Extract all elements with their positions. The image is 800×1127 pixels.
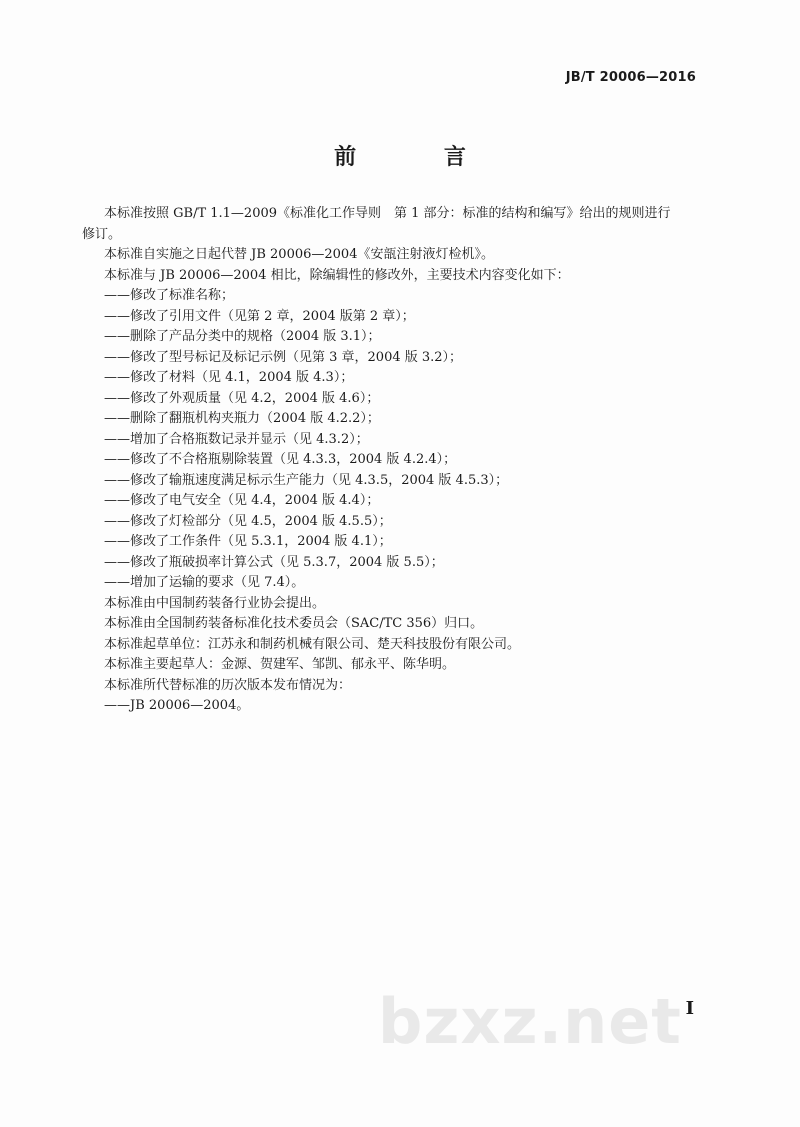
list-item: ——删除了翻瓶机构夹瓶力（2004 版 4.2.2）； (104, 411, 380, 426)
page-number: I (685, 998, 694, 1019)
list-item: ——修改了瓶破损率计算公式（见 5.3.7，2004 版 5.5）； (104, 554, 444, 570)
list-item: ——修改了引用文件（见第 2 章，2004 版第 2 章）； (104, 308, 415, 324)
list-item: ——修改了不合格瓶剔除装置（见 4.3.3，2004 版 4.2.4）； (104, 452, 457, 467)
list-item: ——修改了工作条件（见 5.3.1，2004 版 4.1）； (104, 534, 392, 549)
list-item: ——修改了输瓶速度满足标示生产能力（见 4.3.5，2004 版 4.5.3）； (104, 472, 509, 488)
list-item: ——修改了标准名称； (104, 288, 235, 303)
paragraph-drafting-rules-cont: 修订。 (82, 226, 122, 242)
paragraph-drafting-units: 本标准起草单位：江苏永和制药机械有限公司、楚天科技股份有限公司。 (104, 636, 521, 652)
list-item: ——修改了外观质量（见 4.2，2004 版 4.6）； (104, 390, 380, 406)
paragraph-committee: 本标准由全国制药装备标准化技术委员会（SAC/TC 356）归口。 (104, 616, 484, 631)
list-item: ——修改了材料（见 4.1，2004 版 4.3）； (104, 370, 354, 385)
list-item-history: ——JB 20006—2004。 (104, 698, 250, 713)
list-item: ——增加了运输的要求（见 7.4）。 (104, 575, 305, 590)
paragraph-changes-intro: 本标准与 JB 20006—2004 相比，除编辑性的修改外，主要技术内容变化如下： (104, 267, 570, 283)
paragraph-drafters: 本标准主要起草人：金源、贺建军、邹凯、郁永平、陈华明。 (104, 657, 456, 672)
paragraph-replacement: 本标准自实施之日起代替 JB 20006—2004《安瓿注射液灯检机》。 (104, 247, 494, 262)
list-item: ——修改了灯检部分（见 4.5，2004 版 4.5.5）； (104, 513, 392, 529)
list-item: ——增加了合格瓶数记录并显示（见 4.3.2）； (104, 431, 369, 447)
list-item: ——修改了型号标记及标记示例（见第 3 章，2004 版 3.2）； (104, 349, 463, 365)
changes-list (104, 286, 714, 594)
paragraph-proposer: 本标准由中国制药装备行业协会提出。 (104, 595, 326, 611)
list-item: ——删除了产品分类中的规格（2004 版 3.1）； (104, 329, 381, 344)
watermark-text: bzxz.net (378, 985, 682, 1058)
page-title: 前 言 (334, 145, 506, 170)
document-body (82, 204, 714, 717)
paragraph-drafting-rules: 本标准按照 GB/T 1.1—2009《标准化工作导则 第 1 部分：标准的结构和编写》给出的规则进行 (104, 206, 671, 221)
list-item: ——修改了电气安全（见 4.4，2004 版 4.4）； (104, 493, 380, 508)
standard-number: JB/T 20006—2016 (565, 70, 696, 85)
paragraph-history-intro: 本标准所代替标准的历次版本发布情况为： (104, 677, 352, 693)
